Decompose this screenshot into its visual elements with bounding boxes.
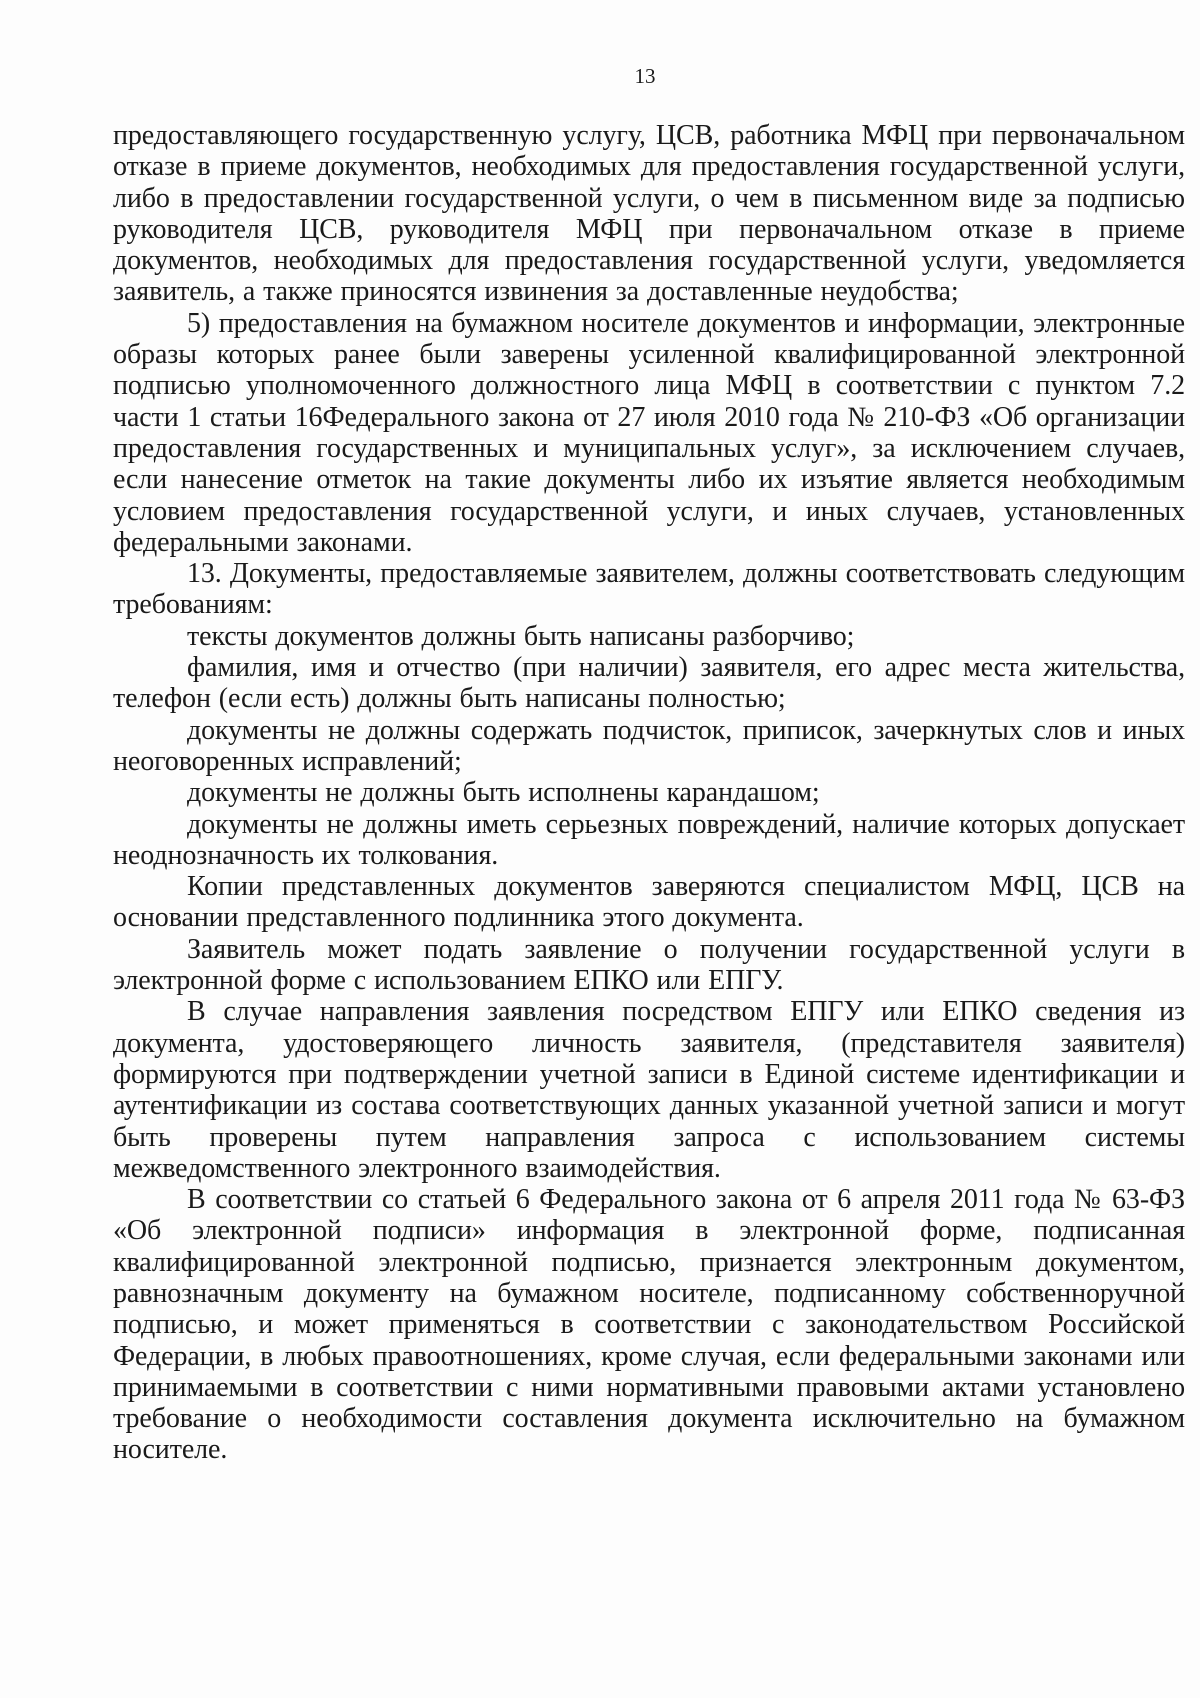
paragraph-3: 13. Документы, предоставляемые заявителем, должны соответствовать следующим требованиям:	[113, 558, 1185, 621]
page-number: 13	[634, 64, 656, 88]
paragraph-7: документы не должны быть исполнены карандашом;	[187, 777, 820, 809]
paragraph-5: фамилия, имя и отчество (при наличии) заявителя, его адрес места жительства, телефон (если есть) должны быть написаны полностью;	[113, 652, 1185, 715]
paragraph-8: документы не должны иметь серьезных повреждений, наличие которых допускает неоднозначность их толкования.	[113, 808, 1185, 871]
paragraph-1: предоставляющего государственную услугу, ЦСВ, работника МФЦ при первоначальном отказе в приеме документов, необходимых для предоставления государственной услуги, либо в предоставлении государственной услуги, о чем в письменном виде за подписью руководителя ЦСВ, руководителя МФЦ при первоначальном отказе в приеме документов, необходимых для предоставления государственной услуги, уведомляется заявитель, а также приносятся извинения за доставленные неудобства;	[113, 120, 1185, 308]
paragraph-2: 5) предоставления на бумажном носителе документов и информации, электронные образы которых ранее были заверены усиленной квалифицированной электронной подписью уполномоченного должностного лица МФЦ в соответствии с пунктом 7.2 части 1 статьи 16Федерального закона от 27 июля 2010 года № 210-ФЗ «Об организации предоставления государственных и муниципальных услуг», за исключением случаев, если нанесение отметок на такие документы либо их изъятие является необходимым условием предоставления государственной услуги, и иных случаев, установленных федеральными законами.	[113, 307, 1185, 558]
paragraph-11: В случае направления заявления посредством ЕПГУ или ЕПКО сведения из документа, удостоверяющего личность заявителя, (представителя заявителя) формируются при подтверждении учетной записи в Единой системе идентификации и аутентификации из состава соответствующих данных указанной учетной записи и могут быть проверены путем направления запроса с использованием системы межведомственного электронного взаимодействия.	[113, 996, 1185, 1184]
paragraph-10: Заявитель может подать заявление о получении государственной услуги в электронной форме с использованием ЕПКО или ЕПГУ.	[113, 933, 1185, 997]
paragraph-12: В соответствии со статьей 6 Федерального закона от 6 апреля 2011 года № 63-ФЗ «Об электронной подписи» информация в электронной форме, подписанная квалифицированной электронной подписью, признается электронным документом, равнозначным документу на бумажном носителе, подписанному собственноручной подписью, и может применяться в соответствии с законодательством Российской Федерации, в любых правоотношениях, кроме случая, если федеральными законами или принимаемыми в соответствии с ними нормативными правовыми актами установлено требование о необходимости составления документа исключительно на бумажном носителе.	[113, 1184, 1185, 1466]
paragraph-6: документы не должны содержать подчисток, приписок, зачеркнутых слов и иных неоговоренных исправлений;	[113, 714, 1185, 777]
paragraph-4: тексты документов должны быть написаны разборчиво;	[187, 620, 855, 652]
paragraph-9: Копии представленных документов заверяются специалистом МФЦ, ЦСВ на основании представленного подлинника этого документа.	[113, 871, 1185, 934]
document-body	[113, 120, 1185, 1466]
